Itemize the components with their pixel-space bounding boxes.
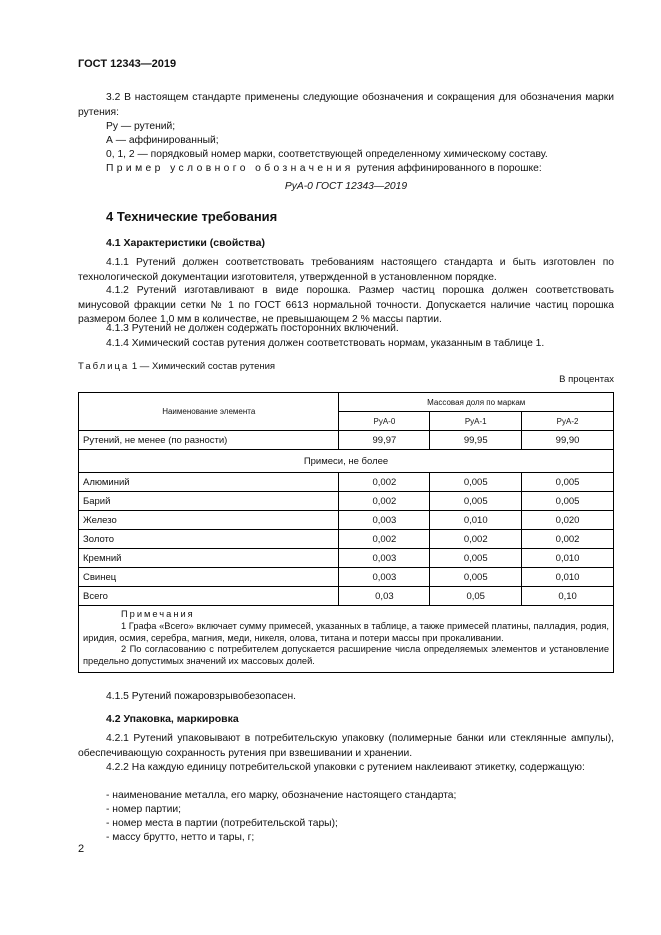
table-row	[79, 431, 614, 450]
row-value: 0,010	[430, 511, 522, 530]
table-row	[79, 492, 614, 511]
row-value: 0,010	[522, 568, 614, 587]
table-row	[79, 530, 614, 549]
row-value: 0,005	[430, 473, 522, 492]
clause-3-2: 3.2 В настоящем стандарте применены следующие обозначения и сокращения для обозначения марки рутения:	[78, 92, 614, 118]
row-value: 0,002	[430, 530, 522, 549]
clause-4-1-2: 4.1.2 Рутений изготавливают в виде порошка. Размер частиц порошка должен соответствовать минусовой фракции сетки № 1 по ГОСТ 6613 нормальной точности. Допускается наличие частиц порошка размером более 1,0 мм в количестве, не превышающем 2 % массы партии.	[78, 285, 614, 326]
row-value: 99,90	[522, 431, 614, 450]
table-row	[79, 587, 614, 606]
row-value: 0,005	[522, 492, 614, 511]
abbr-ru: Ру — рутений;	[106, 121, 176, 132]
table-row	[79, 473, 614, 492]
row-value: 0,020	[522, 511, 614, 530]
list-item: - массу брутто, нетто и тары, г;	[106, 832, 255, 843]
notes-title: Примечания	[121, 609, 195, 619]
list-item: - номер партии;	[106, 804, 181, 815]
note-1: 1 Графа «Всего» включает сумму примесей, указанных в таблице, а также примесей платины, палладия, родия, иридия, осмия, серебра, магния, меди, никеля, олова, титана и потери массы при прокаливании.	[83, 620, 609, 643]
row-value: 0,005	[430, 549, 522, 568]
row-value: 0,03	[339, 587, 430, 606]
row-value: 0,10	[522, 587, 614, 606]
clause-4-2-1: 4.2.1 Рутений упаковывают в потребительскую упаковку (полимерные банки или стеклянные ампулы), обеспечивающую сохранность рутения при взвешивании и хранении.	[78, 733, 614, 759]
header-element-name: Наименование элемента	[79, 393, 339, 431]
designation-example: РуА-0 ГОСТ 12343—2019	[284, 181, 408, 192]
chemical-composition-table	[78, 392, 614, 673]
table-row	[79, 511, 614, 530]
table-caption-text: 1 — Химический состав рутения	[129, 361, 276, 372]
row-value: 0,003	[339, 568, 430, 587]
standard-header: ГОСТ 12343—2019	[78, 58, 177, 70]
row-name: Свинец	[79, 568, 339, 587]
subsection-4-1-title: 4.1 Характеристики (свойства)	[106, 237, 265, 249]
row-name: Кремний	[79, 549, 339, 568]
row-value: 0,002	[339, 530, 430, 549]
header-mass-fraction: Массовая доля по маркам	[339, 393, 614, 412]
table-row	[79, 568, 614, 587]
row-name: Рутений, не менее (по разности)	[79, 431, 339, 450]
table-unit: В процентах	[559, 374, 614, 385]
clause-4-1-3: 4.1.3 Рутений не должен содержать посторонних включений.	[106, 323, 399, 334]
impurities-header: Примеси, не более	[79, 450, 614, 473]
page-number: 2	[78, 843, 85, 855]
example-text: рутения аффинированного в порошке:	[353, 163, 542, 174]
row-value: 0,002	[339, 473, 430, 492]
table-caption-label: Таблица	[78, 361, 130, 372]
row-value: 0,003	[339, 549, 430, 568]
row-name: Железо	[79, 511, 339, 530]
clause-4-1-5: 4.1.5 Рутений пожаровзрывобезопасен.	[106, 691, 297, 702]
table-notes	[79, 606, 614, 673]
list-item: - номер места в партии (потребительской тары);	[106, 818, 338, 829]
clause-4-2-2: 4.2.2 На каждую единицу потребительской упаковки с рутением наклеивают этикетку, содержащую:	[106, 762, 585, 773]
header-grade: РуА-1	[430, 412, 522, 431]
abbr-numbers: 0, 1, 2 — порядковый номер марки, соответствующей определенному химическому составу.	[106, 149, 548, 160]
clause-4-1-1: 4.1.1 Рутений должен соответствовать требованиям настоящего стандарта и быть изготовлен по технологической документации изготовителя, утвержденной в установленном порядке.	[78, 257, 614, 283]
row-value: 0,002	[522, 530, 614, 549]
section-4-title: 4 Технические требования	[106, 209, 278, 224]
example-line	[106, 162, 614, 177]
clause-4-1-4: 4.1.4 Химический состав рутения должен соответствовать нормам, указанным в таблице 1.	[106, 338, 545, 349]
header-grade: РуА-0	[339, 412, 430, 431]
row-value: 0,010	[522, 549, 614, 568]
table-caption	[78, 361, 275, 372]
row-name: Золото	[79, 530, 339, 549]
note-2: 2 По согласованию с потребителем допускается расширение числа определяемых элементов и установление предельно допустимых значений их массовых долей.	[83, 644, 609, 667]
header-grade: РуА-2	[522, 412, 614, 431]
example-label: Пример условного обозначения	[106, 163, 354, 174]
table-row	[79, 549, 614, 568]
row-value: 0,002	[339, 492, 430, 511]
row-value: 99,95	[430, 431, 522, 450]
row-value: 0,005	[522, 473, 614, 492]
list-item: - наименование металла, его марку, обозначение настоящего стандарта;	[106, 790, 457, 801]
subsection-4-2-title: 4.2 Упаковка, маркировка	[106, 713, 239, 725]
row-name: Всего	[79, 587, 339, 606]
row-name: Барий	[79, 492, 339, 511]
row-name: Алюминий	[79, 473, 339, 492]
row-value: 99,97	[339, 431, 430, 450]
row-value: 0,003	[339, 511, 430, 530]
row-value: 0,005	[430, 492, 522, 511]
row-value: 0,005	[430, 568, 522, 587]
row-value: 0,05	[430, 587, 522, 606]
abbr-a: А — аффинированный;	[106, 135, 219, 146]
